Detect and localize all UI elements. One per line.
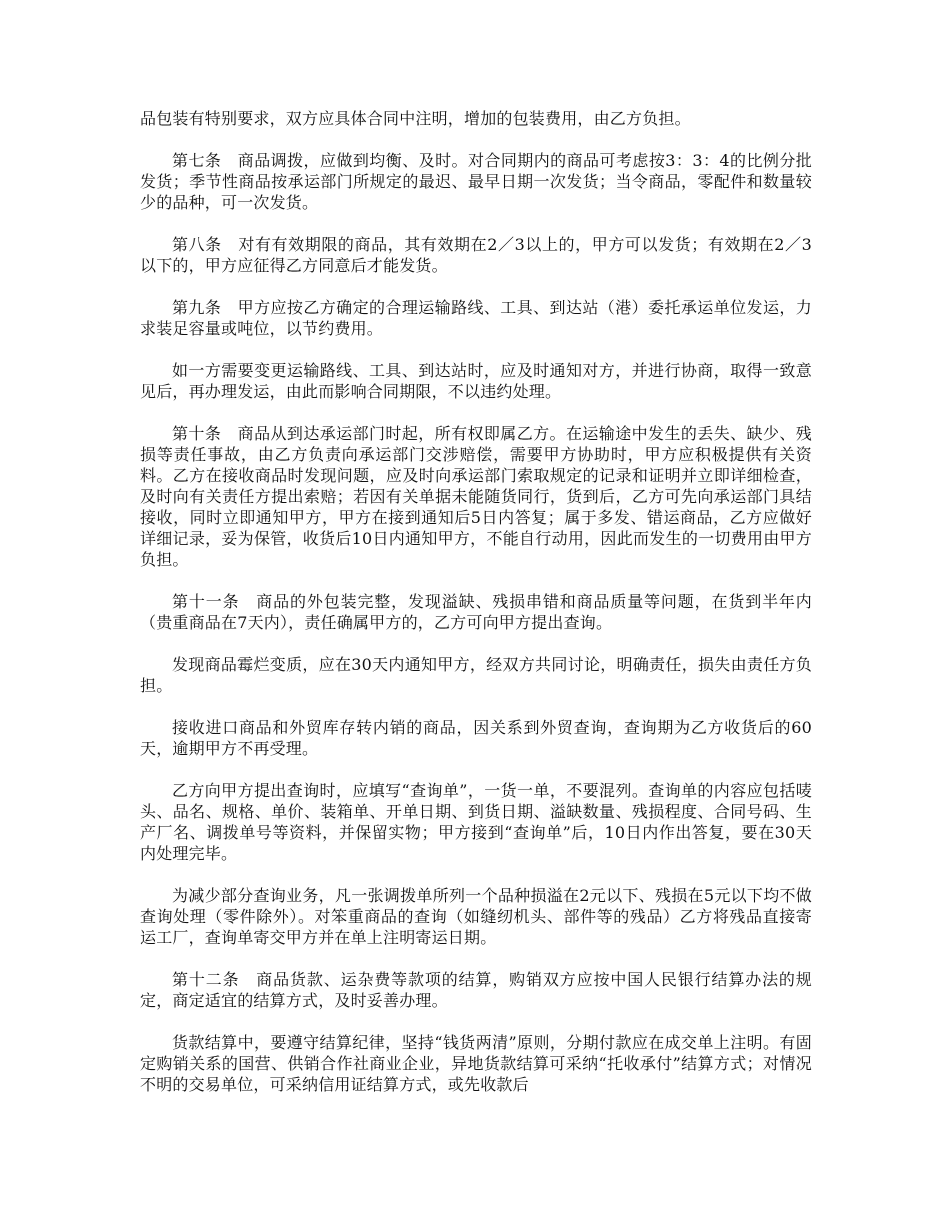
paragraph-inquiry-form: 乙方向甲方提出查询时，应填写“查询单”，一货一单，不要混列。查询单的内容应包括唛头、品名、规格、单价、装箱单、开单日期、到货日期、溢缺数量、残损程度、合同号码、生产厂名、调拨单号等资料，并保留实物；甲方接到“查询单”后，10日内作出答复，要在30天内处理完毕。 bbox=[140, 781, 812, 863]
paragraph-article-8: 第八条 对有有效期限的商品，其有效期在2／3以上的，甲方可以发货；有效期在2／3以下的，甲方应征得乙方同意后才能发货。 bbox=[140, 235, 812, 275]
paragraph-article-10: 第十条 商品从到达承运部门时起，所有权即属乙方。在运输途中发生的丢失、缺少、残损等责任事故，由乙方负责向承运部门交涉赔偿，需要甲方协助时，甲方应积极提供有关资料。乙方在接收商品时发现问题，应及时向承运部门索取规定的记录和证明并立即详细检查，及时向有关责任方提出索赔；若因有关单据未能随货同行，货到后，乙方可先向承运部门具结接收，同时立即通知甲方，甲方在接到通知后5日内答复；属于多发、错运商品，乙方应做好详细记录，妥为保管，收货后10日内通知甲方，不能自行动用，因此而发生的一切费用由甲方负担。 bbox=[140, 424, 812, 569]
paragraph-import-goods: 接收进口商品和外贸库存转内销的商品，因关系到外贸查询，查询期为乙方收货后的60天，逾期甲方不再受理。 bbox=[140, 718, 812, 758]
paragraph-route-change: 如一方需要变更运输路线、工具、到达站时，应及时通知对方，并进行协商，取得一致意见后，再办理发运，由此而影响合同期限，不以违约处理。 bbox=[140, 361, 812, 401]
paragraph-spoilage: 发现商品霉烂变质，应在30天内通知甲方，经双方共同讨论，明确责任，损失由责任方负担。 bbox=[140, 655, 812, 695]
paragraph-settlement: 货款结算中，要遵守结算纪律，坚持“钱货两清”原则，分期付款应在成交单上注明。有固定购销关系的国营、供销合作社商业企业，异地货款结算可采纳“托收承付”结算方式；对情况不明的交易单位，可采纳信用证结算方式，或先收款后 bbox=[140, 1033, 812, 1094]
paragraph-article-11: 第十一条 商品的外包装完整，发现溢缺、残损串错和商品质量等问题，在货到半年内（贵重商品在7天内），责任确属甲方的，乙方可向甲方提出查询。 bbox=[140, 592, 812, 632]
paragraph-article-7: 第七条 商品调拨，应做到均衡、及时。对合同期内的商品可考虑按3：3：4的比例分批发货；季节性商品按承运部门所规定的最迟、最早日期一次发货；当令商品，零配件和数量较少的品种，可一次发货。 bbox=[140, 151, 812, 212]
paragraph-reduce-inquiry: 为减少部分查询业务，凡一张调拨单所列一个品种损溢在2元以下、残损在5元以下均不做查询处理（零件除外）。对笨重商品的查询（如缝纫机头、部件等的残品）乙方将残品直接寄运工厂，查询单寄交甲方并在单上注明寄运日期。 bbox=[140, 886, 812, 947]
paragraph-article-12: 第十二条 商品货款、运杂费等款项的结算，购销双方应按中国人民银行结算办法的规定，商定适宜的结算方式，及时妥善办理。 bbox=[140, 970, 812, 1010]
paragraph-article-9: 第九条 甲方应按乙方确定的合理运输路线、工具、到达站（港）委托承运单位发运，力求装足容量或吨位，以节约费用。 bbox=[140, 298, 812, 338]
document-body bbox=[140, 108, 812, 1116]
paragraph-packaging-continued: 品包装有特别要求，双方应具体合同中注明，增加的包装费用，由乙方负担。 bbox=[140, 109, 691, 128]
